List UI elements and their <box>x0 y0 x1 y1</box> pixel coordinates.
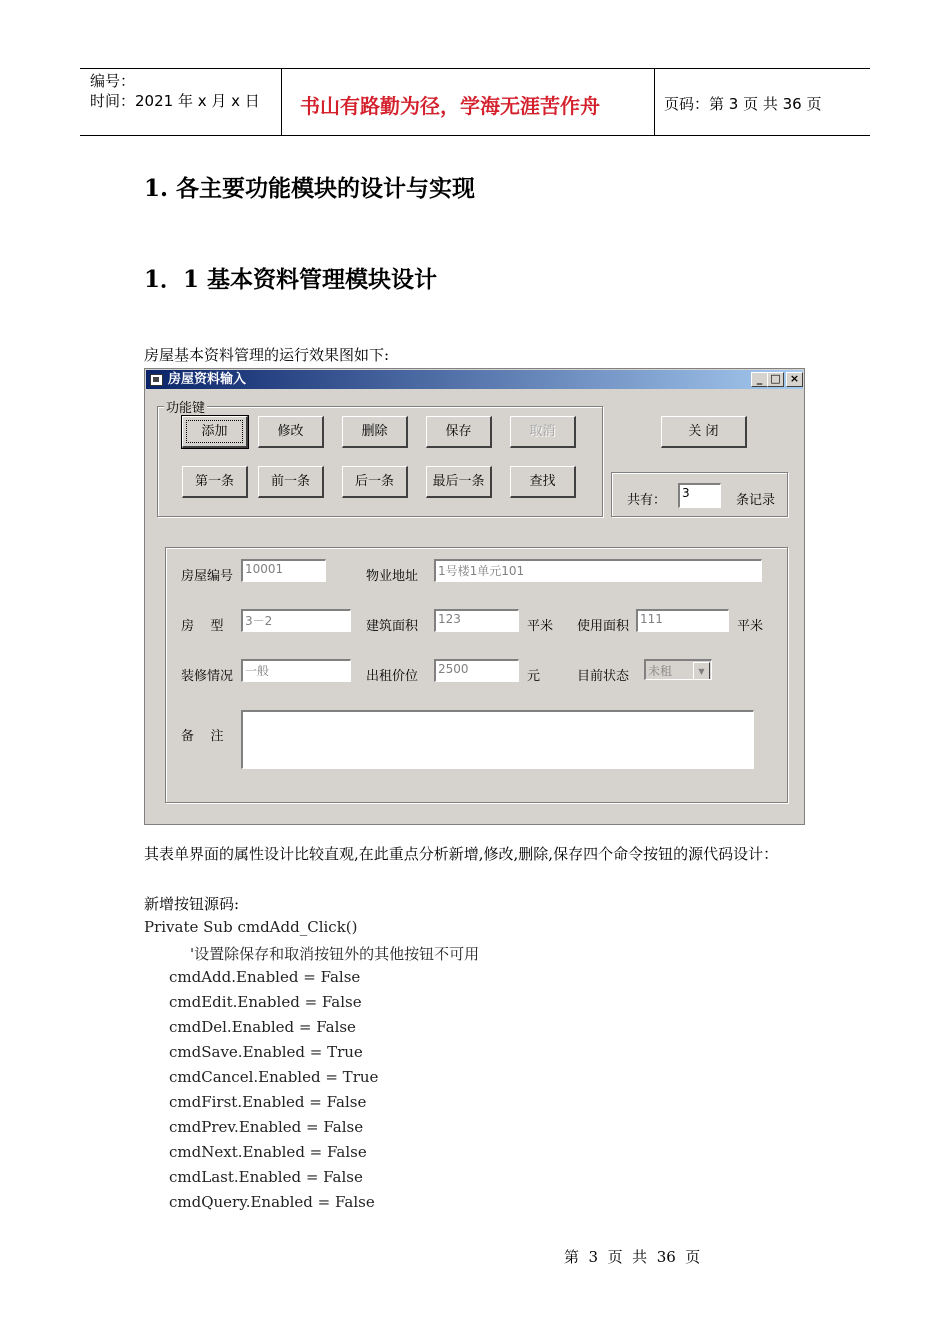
section-heading: 1. 各主要功能模块的设计与实现 <box>144 175 476 202</box>
build-area-label: 建筑面积 <box>366 619 419 634</box>
code-line: cmdFirst.Enabled = False <box>169 1093 367 1111</box>
house-type-field[interactable]: 3－2 <box>241 609 351 632</box>
header-motto: 书山有路勤为径，学海无涯苦作舟 <box>300 94 600 118</box>
next-record-button[interactable]: 后一条 <box>342 466 408 498</box>
house-type-label: 房 型 <box>181 619 224 634</box>
first-record-button[interactable]: 第一条 <box>182 466 248 498</box>
decoration-label: 装修情况 <box>181 669 234 684</box>
code-comment: '设置除保存和取消按钮外的其他按钮不可用 <box>190 945 480 963</box>
header-divider <box>281 69 282 135</box>
remark-field[interactable] <box>241 710 754 769</box>
status-select[interactable] <box>644 659 712 680</box>
rent-price-field[interactable]: 2500 <box>434 659 519 682</box>
use-area-unit: 平米 <box>737 619 764 634</box>
status-value: 未租 <box>648 664 673 678</box>
add-button-source-title: 新增按钮源码: <box>144 895 240 913</box>
header-number-label: 编号： <box>90 72 136 90</box>
code-line: cmdAdd.Enabled = False <box>169 968 361 986</box>
code-line: cmdNext.Enabled = False <box>169 1143 367 1161</box>
code-line: cmdSave.Enabled = True <box>169 1043 363 1061</box>
header-top-rule <box>80 68 870 69</box>
remark-label: 备 注 <box>181 729 224 744</box>
close-button[interactable]: 关 闭 <box>661 416 747 448</box>
total-label: 共有： <box>627 493 667 508</box>
prev-record-button[interactable]: 前一条 <box>258 466 324 498</box>
last-record-button[interactable]: 最后一条 <box>426 466 492 498</box>
query-button[interactable]: 查找 <box>510 466 576 498</box>
status-label: 目前状态 <box>577 669 630 684</box>
delete-button[interactable]: 删除 <box>342 416 408 448</box>
code-line: Private Sub cmdAdd_Click() <box>144 918 358 936</box>
house-info-window <box>144 368 805 825</box>
edit-button[interactable]: 修改 <box>258 416 324 448</box>
function-keys-label: 功能键 <box>164 397 207 416</box>
code-line: cmdQuery.Enabled = False <box>169 1193 375 1211</box>
header-bottom-rule <box>80 135 870 136</box>
save-button[interactable]: 保存 <box>426 416 492 448</box>
header-time-label: 时间：2021 年 x 月 x 日 <box>90 92 260 110</box>
build-area-field[interactable]: 123 <box>434 609 519 632</box>
add-button[interactable]: 添加 <box>182 416 248 448</box>
decoration-field[interactable]: 一般 <box>241 659 351 682</box>
header-divider <box>654 69 655 135</box>
chevron-down-icon[interactable]: ▼ <box>693 662 710 680</box>
maximize-button[interactable]: □ <box>767 372 784 387</box>
subsection-heading: 1．1 基本资料管理模块设计 <box>144 266 438 293</box>
records-label: 条记录 <box>736 493 776 508</box>
window-title: 房屋资料输入 <box>168 372 247 387</box>
use-area-field[interactable]: 111 <box>636 609 729 632</box>
window-titlebar <box>146 370 803 389</box>
code-line: cmdDel.Enabled = False <box>169 1018 356 1036</box>
house-no-label: 房屋编号 <box>181 569 234 584</box>
cancel-button[interactable]: 取消 <box>510 416 576 448</box>
page-footer: 第 3 页 共 36 页 <box>564 1248 701 1266</box>
address-field[interactable]: 1号楼1单元101 <box>434 559 762 582</box>
house-no-field[interactable]: 10001 <box>241 559 326 582</box>
code-line: cmdCancel.Enabled = True <box>169 1068 379 1086</box>
intro-text: 房屋基本资料管理的运行效果图如下: <box>144 346 390 364</box>
header-page-info: 页码：第 3 页 共 36 页 <box>664 95 822 113</box>
address-label: 物业地址 <box>366 569 419 584</box>
close-window-button[interactable]: × <box>786 372 803 387</box>
total-count-field: 3 <box>678 483 721 508</box>
use-area-label: 使用面积 <box>577 619 630 634</box>
description-paragraph: 其表单界面的属性设计比较直观,在此重点分析新增,修改,删除,保存四个命令按钮的源代码设计： <box>144 845 779 863</box>
rent-price-unit: 元 <box>527 669 541 684</box>
minimize-button[interactable]: _ <box>751 372 768 387</box>
rent-price-label: 出租价位 <box>366 669 419 684</box>
code-line: cmdLast.Enabled = False <box>169 1168 363 1186</box>
code-line: cmdPrev.Enabled = False <box>169 1118 364 1136</box>
build-area-unit: 平米 <box>527 619 554 634</box>
app-icon <box>150 374 163 386</box>
code-line: cmdEdit.Enabled = False <box>169 993 362 1011</box>
